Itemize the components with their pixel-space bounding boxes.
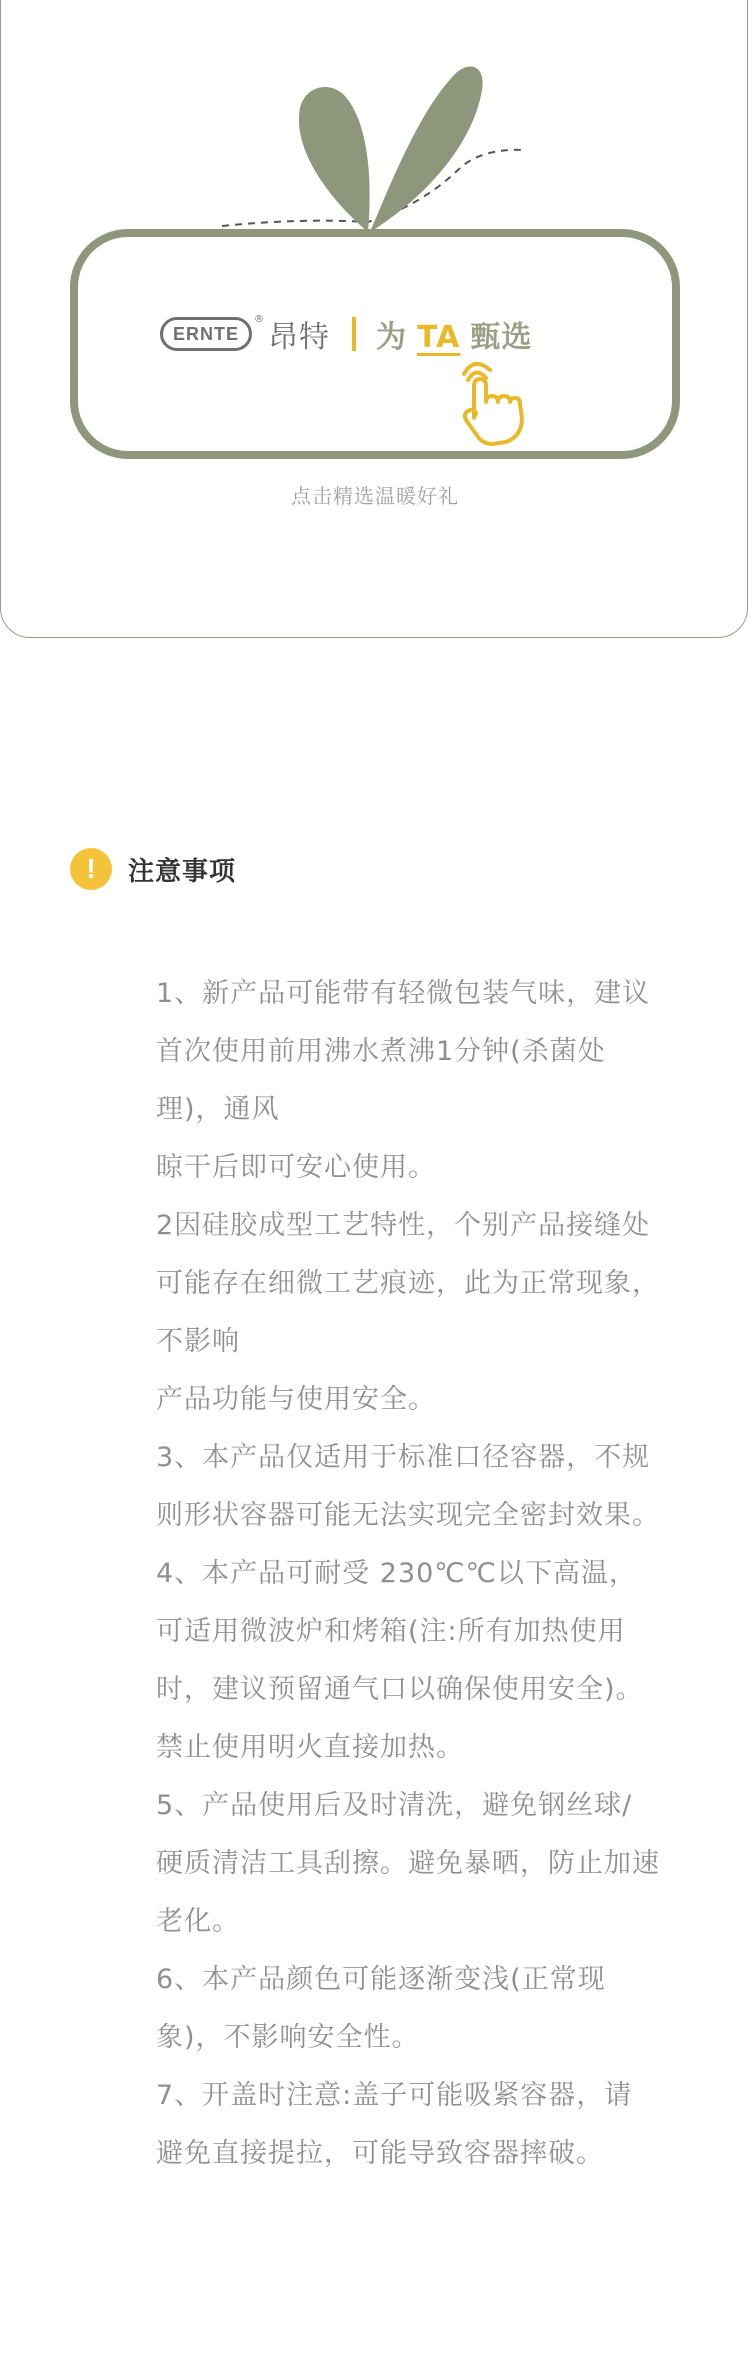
dashed-ribbon-line bbox=[222, 150, 525, 226]
notice-list bbox=[156, 965, 660, 2183]
slogan-divider bbox=[352, 317, 356, 351]
gift-bag-illustration bbox=[0, 0, 750, 470]
slogan bbox=[376, 312, 532, 356]
notice-line: 6、本产品颜色可能逐渐变浅(正常现象)，不影响安全性。 bbox=[156, 1964, 606, 2053]
notice-header bbox=[70, 848, 236, 890]
brand-slogan-row[interactable] bbox=[160, 312, 590, 356]
notice-line: 晾干后即可安心使用。 bbox=[156, 1152, 436, 1183]
left-leaf-icon bbox=[299, 87, 370, 232]
notice-line: 产品功能与使用安全。 bbox=[156, 1384, 436, 1415]
slogan-prefix: 为 bbox=[376, 320, 408, 355]
logo-mark: ERNTE bbox=[160, 317, 252, 351]
right-leaf-icon bbox=[370, 67, 483, 232]
notice-line: 5、产品使用后及时清洗，避免钢丝球/硬质清洁工具刮擦。避免暴晒，防止加速老化。 bbox=[156, 1790, 660, 1937]
banner-hint-text[interactable]: 点击精选温暖好礼 bbox=[291, 484, 459, 508]
registered-mark: ® bbox=[254, 314, 265, 325]
hand-pointer-icon bbox=[464, 364, 522, 444]
brand-logo bbox=[160, 312, 330, 356]
notice-line: 2因硅胶成型工艺特性，个别产品接缝处可能存在细微工艺痕迹，此为正常现象，不影响 bbox=[156, 1210, 660, 1357]
notice-line: 7、开盖时注意:盖子可能吸紧容器，请避免直接提拉，可能导致容器摔破。 bbox=[156, 2080, 633, 2169]
notice-line: 1、新产品可能带有轻微包装气味，建议首次使用前用沸水煮沸1分钟(杀菌处理)，通风 bbox=[156, 978, 651, 1125]
notice-line: 4、本产品可耐受 230℃℃以下高温，可适用微波炉和烤箱(注:所有加热使用时，建议预留通气口以确保使用安全)。禁止使用明火直接加热。 bbox=[156, 1558, 644, 1763]
notice-line: 3、本产品仅适用于标准口径容器，不规则形状容器可能无法实现完全密封效果。 bbox=[156, 1442, 660, 1531]
notice-title: 注意事项 bbox=[128, 856, 237, 887]
slogan-suffix: 甄选 bbox=[470, 320, 533, 355]
slogan-ta: TA bbox=[417, 320, 461, 355]
exclamation-icon: ! bbox=[70, 848, 112, 890]
brand-name: 昂特 bbox=[268, 320, 331, 355]
